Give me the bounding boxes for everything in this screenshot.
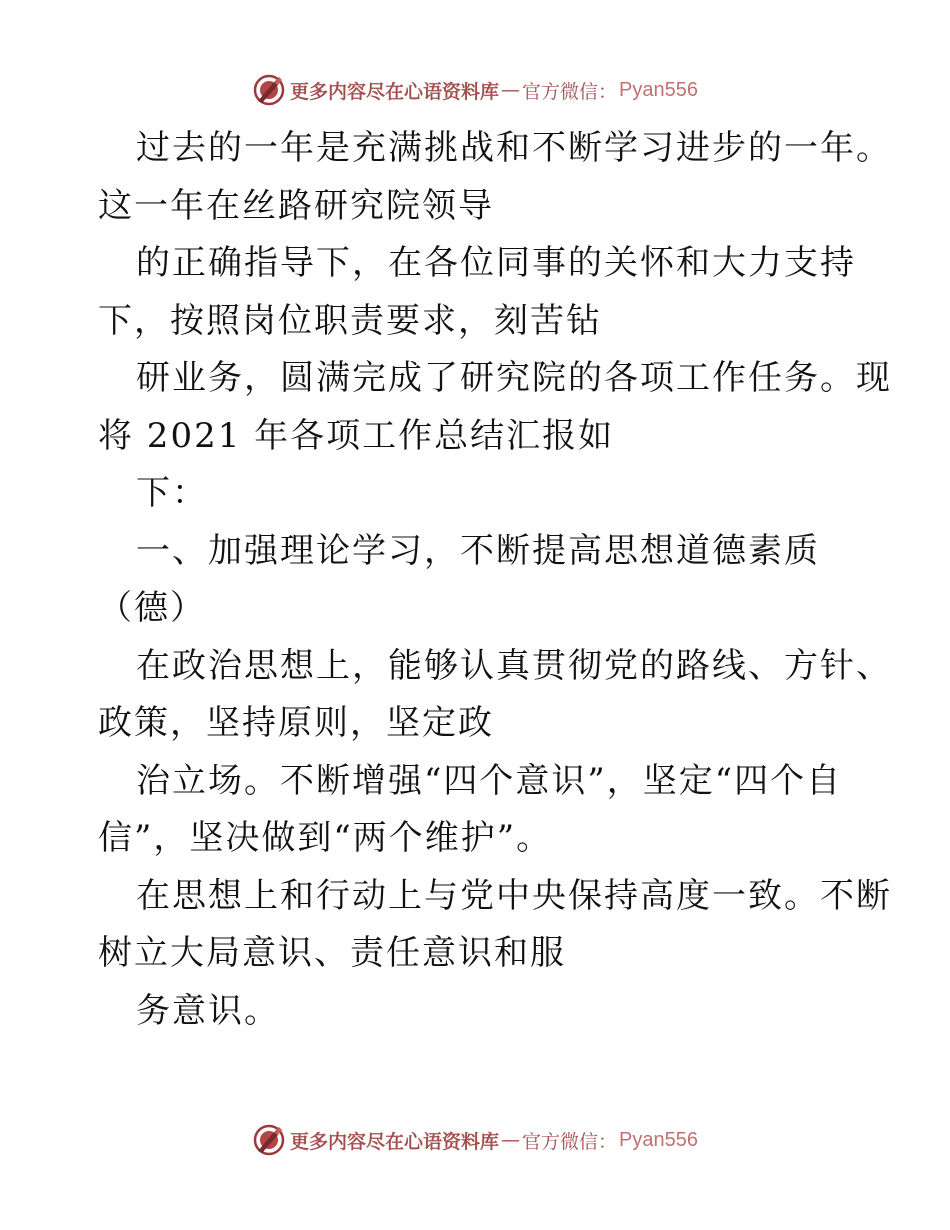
pen-seal-icon — [252, 73, 286, 107]
site-promo-text: 更多内容尽在心语资料库 — [290, 1130, 500, 1153]
paragraph-line: 政策，坚持原则，坚定政 — [98, 703, 494, 743]
wechat-label: 官方微信： — [522, 80, 618, 103]
banner-separator: — — [501, 1129, 521, 1151]
paragraph-line: 一、加强理论学习，不断提高思想道德素质 — [136, 530, 820, 571]
header-banner — [0, 70, 950, 110]
wechat-label: 官方微信： — [522, 1130, 618, 1153]
footer-banner — [0, 1120, 950, 1160]
pen-seal-icon — [252, 1123, 286, 1157]
paragraph-line: 将 2021 年各项工作总结汇报如 — [98, 415, 615, 456]
paragraph-line: 务意识。 — [136, 990, 280, 1031]
paragraph-line: 在政治思想上，能够认真贯彻党的路线、方针、 — [136, 645, 892, 686]
paragraph-line: 过去的一年是充满挑战和不断学习进步的一年。 — [136, 128, 892, 168]
paragraph-line: 这一年在丝路研究院领导 — [98, 185, 494, 226]
site-promo-text: 更多内容尽在心语资料库 — [290, 80, 500, 103]
wechat-id: Pyan556 — [619, 1128, 698, 1151]
paragraph-line: 树立大局意识、责任意识和服 — [98, 933, 566, 973]
paragraph-line: 在思想上和行动上与党中央保持高度一致。不断 — [136, 875, 892, 916]
paragraph-line: 治立场。不断增强“四个意识”，坚定“四个自 — [136, 760, 843, 801]
paragraph-line: 下，按照岗位职责要求，刻苦钻 — [98, 300, 602, 341]
wechat-id: Pyan556 — [619, 78, 698, 101]
paragraph-line: 下： — [136, 473, 208, 513]
banner-separator: — — [501, 79, 521, 101]
paragraph-line: 信”，坚决做到“两个维护”。 — [98, 818, 553, 858]
paragraph-line: 的正确指导下，在各位同事的关怀和大力支持 — [136, 243, 856, 283]
paragraph-line: （德） — [98, 588, 206, 628]
document-body — [98, 120, 892, 1040]
paragraph-line: 研业务，圆满完成了研究院的各项工作任务。现 — [136, 358, 892, 398]
